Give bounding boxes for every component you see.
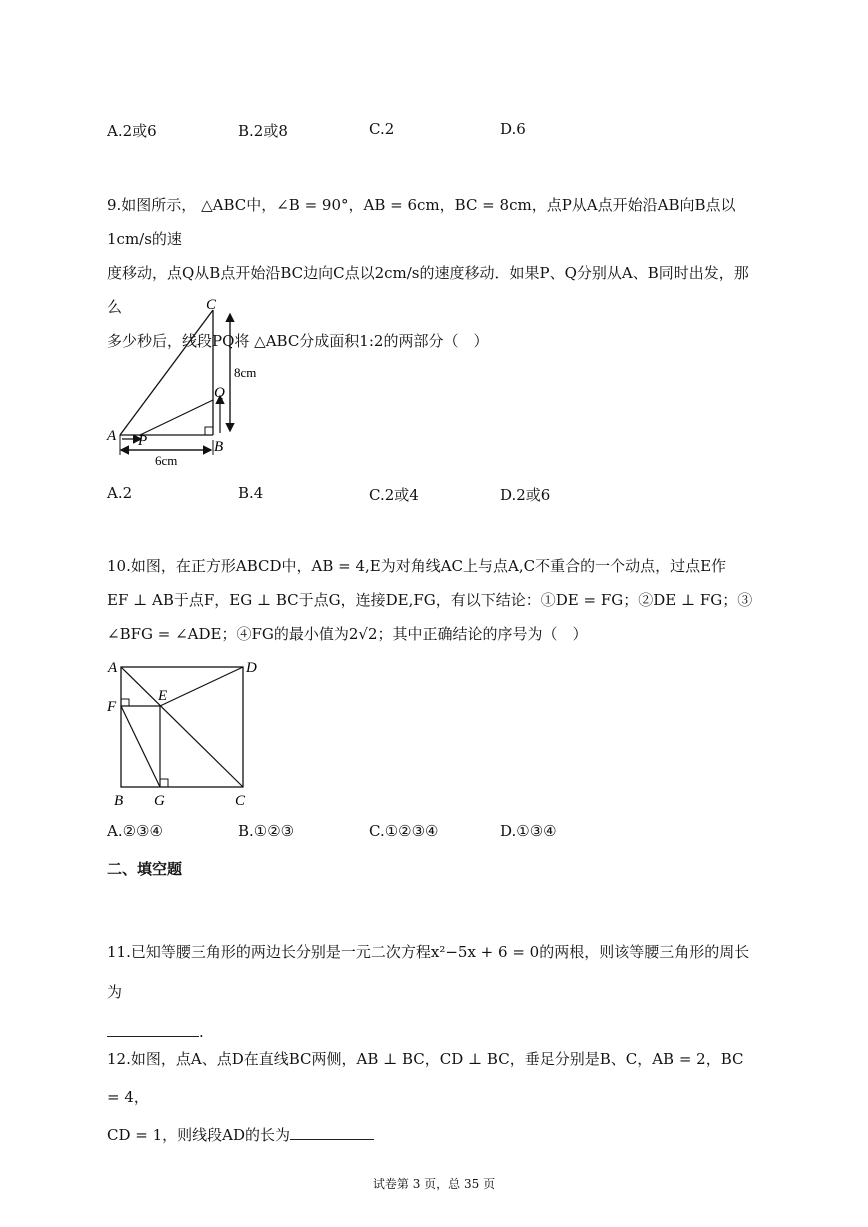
q10-segment-fg <box>121 706 160 787</box>
q10-option-c[interactable]: C.①②③④ <box>369 822 439 840</box>
q9-label-p: P <box>138 433 148 449</box>
q9-label-a: A <box>107 428 117 444</box>
q10-options <box>107 822 807 844</box>
q12-line-2-text: CD = 1，则线段AD的长为 <box>107 1126 291 1144</box>
q9-segment-pq <box>140 400 213 435</box>
q9-label-c: C <box>206 297 217 313</box>
q10-label-b: B <box>114 793 124 809</box>
q9-line-2: 度移动，点Q从B点开始沿BC边向C点以2cm/s的速度移动．如果P、Q分别从A、B同时出发，那么 <box>107 264 749 316</box>
q8-option-c[interactable]: C.2 <box>369 120 395 138</box>
q9-label-6cm: 6cm <box>155 453 178 468</box>
q10-line-1: 10.如图，在正方形ABCD中，AB = 4,E为对角线AC上与点A,C不重合的一个动点，过点E作 <box>107 557 727 575</box>
q10-label-a: A <box>108 660 118 676</box>
q8-option-a[interactable]: A.2或6 <box>107 122 157 140</box>
q9-right-angle-mark <box>205 427 213 435</box>
section-title: 二、填空题 <box>107 860 183 878</box>
q12-stem <box>107 1040 757 1154</box>
q10-label-f: F <box>107 699 117 715</box>
q9-line-3: 多少秒后，线段PQ将 △ABC分成面积1:2的两部分（ ） <box>107 332 489 350</box>
q9-label-q: Q <box>214 385 225 401</box>
q9-label-b: B <box>214 439 224 455</box>
q12-line-1: 12.如图，点A、点D在直线BC两侧，AB ⊥ BC，CD ⊥ BC，垂足分别是B、C，AB = 2，BC = 4， <box>107 1050 744 1106</box>
q10-label-e: E <box>158 688 168 704</box>
q9-figure <box>100 295 280 475</box>
q10-line-3: ∠BFG = ∠ADE；④FG的最小值为2√2；其中正确结论的序号为（ ） <box>107 625 588 643</box>
q9-label-8cm: 8cm <box>234 365 257 380</box>
page-footer: 试卷第 3 页，总 35 页 <box>372 1177 496 1191</box>
q10-option-a[interactable]: A.②③④ <box>107 822 163 840</box>
q10-label-g: G <box>154 793 165 809</box>
q10-option-b[interactable]: B.①②③ <box>238 822 295 840</box>
q10-line-2: EF ⊥ AB于点F，EG ⊥ BC于点G，连接DE,FG，有以下结论：①DE = FG；②DE ⊥ FG；③ <box>107 591 753 609</box>
q8-options <box>107 120 807 142</box>
q9-option-d[interactable]: D.2或6 <box>500 486 551 504</box>
q8-option-b[interactable]: B.2或8 <box>238 122 288 140</box>
q10-diagonal-ac <box>121 667 243 787</box>
q9-option-c[interactable]: C.2或4 <box>369 486 419 504</box>
q10-right-angle-f <box>121 699 129 706</box>
q11-line-1: 11.已知等腰三角形的两边长分别是一元二次方程x²−5x + 6 = 0的两根，则该等腰三角形的周长为 <box>107 943 750 1001</box>
q12-line-2 <box>107 1116 757 1154</box>
q10-label-c: C <box>235 793 246 809</box>
q11-stem <box>107 932 757 1052</box>
q11-line-end: . <box>199 1023 204 1041</box>
q9-option-b[interactable]: B.4 <box>238 484 264 502</box>
q10-option-d[interactable]: D.①③④ <box>500 822 557 840</box>
q8-option-d[interactable]: D.6 <box>500 120 526 138</box>
q9-option-a[interactable]: A.2 <box>107 484 133 502</box>
q11-answer-blank[interactable] <box>107 1022 199 1037</box>
q9-options <box>107 484 807 506</box>
q10-label-d: D <box>246 660 257 676</box>
q10-figure <box>100 655 270 813</box>
q9-segment-ac <box>120 310 213 435</box>
q10-right-angle-g <box>160 779 168 787</box>
q10-segment-de <box>160 667 243 706</box>
q9-line-1: 9.如图所示， △ABC中，∠B = 90°，AB = 6cm，BC = 8cm，点P从A点开始沿AB向B点以1cm/s的速 <box>107 196 736 248</box>
q10-stem <box>107 549 757 651</box>
q12-answer-blank[interactable] <box>290 1125 374 1140</box>
